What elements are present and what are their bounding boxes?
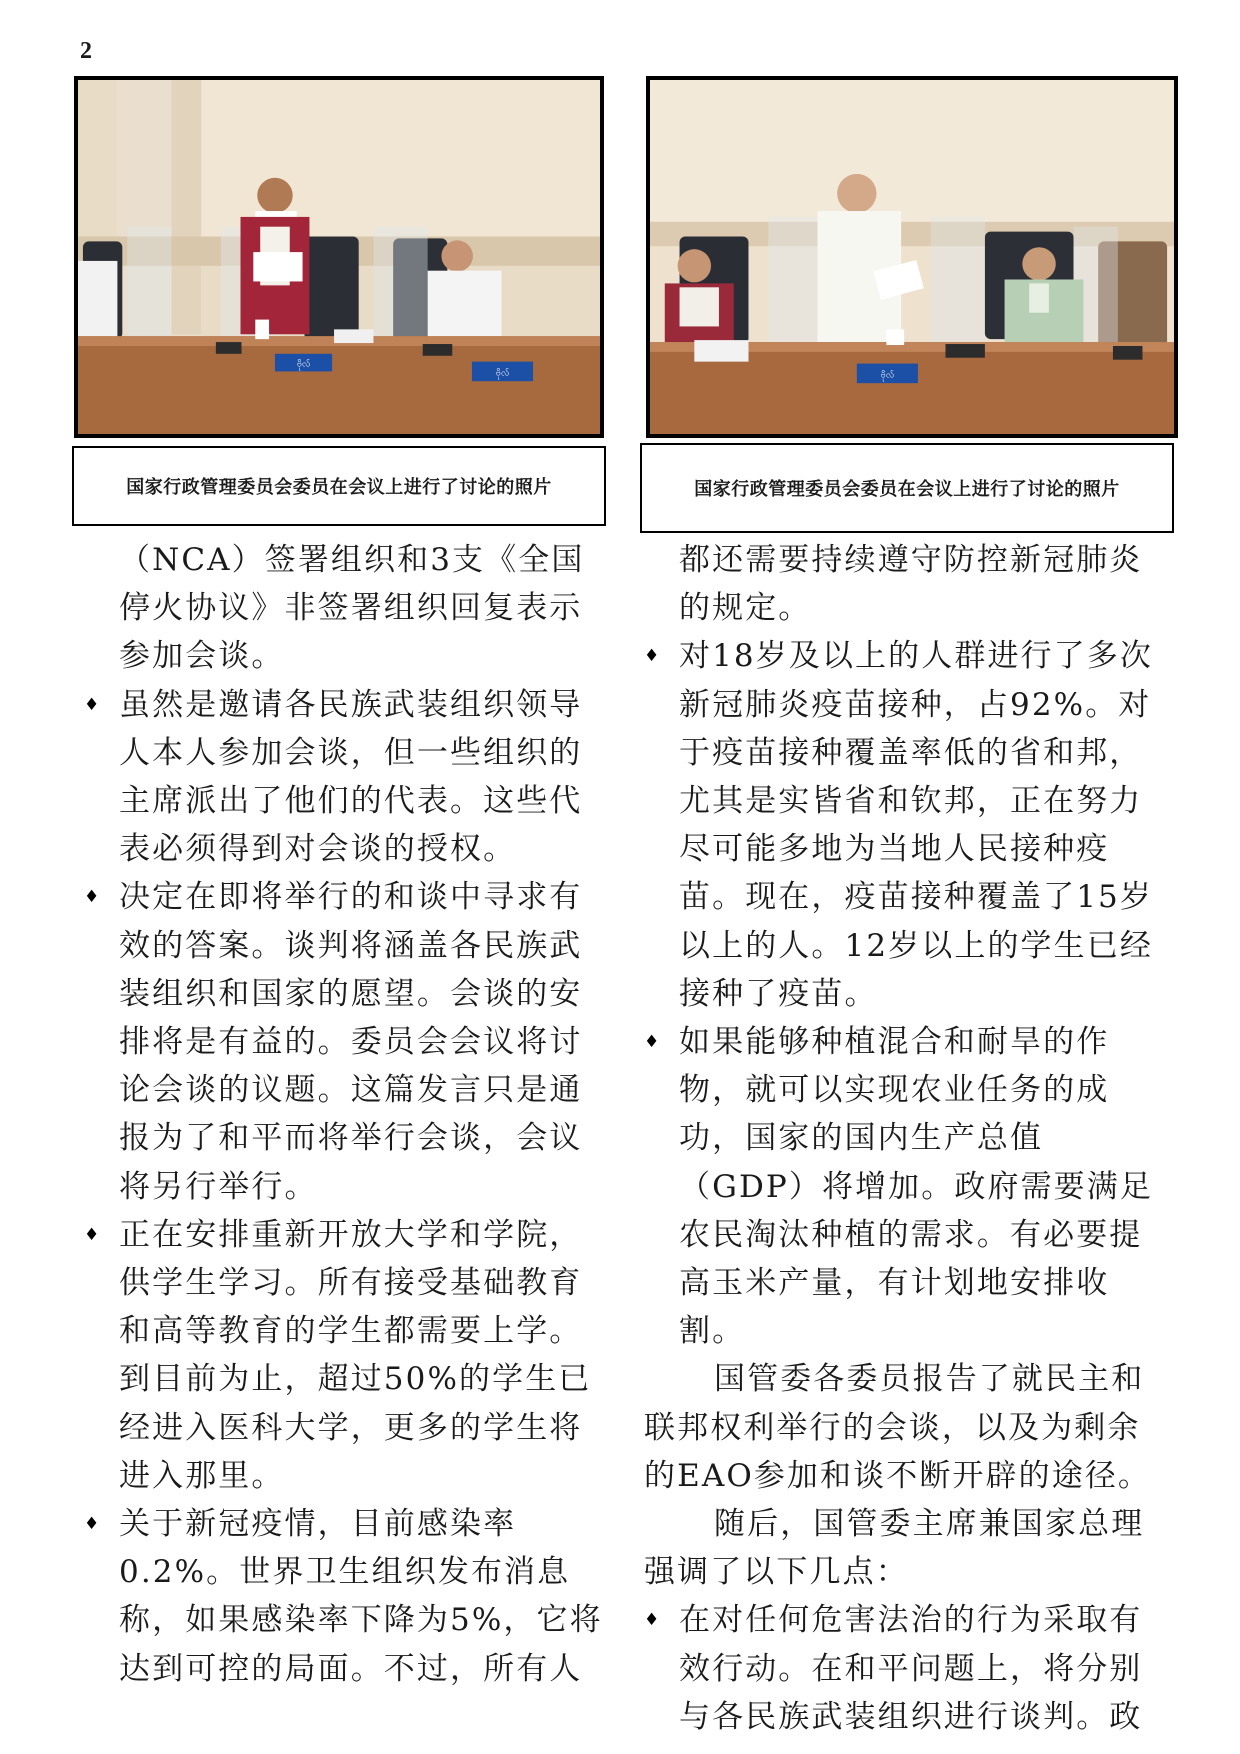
bullet-item [644,1596,1168,1741]
meeting-photo-left [74,76,604,438]
bullet-text: 关于新冠疫情，目前感染率0.2%。世界卫生组织发布消息称，如果感染率下降为5%，它将达到可控的局面。不过，所有人 [119,1506,603,1687]
bullet-item [84,1211,606,1500]
right-text-column [644,536,1168,1741]
photo-caption-right: 国家行政管理委员会委员在会议上进行了讨论的照片 [640,443,1174,533]
bullet-item [644,1018,1168,1355]
bullet-text: 决定在即将举行的和谈中寻求有效的答案。谈判将涵盖各民族武装组织和国家的愿望。会谈的安排将是有益的。委员会会议将讨论会谈的议题。这篇发言只是通报为了和平而将举行会谈，会议将另行举行。 [119,879,583,1205]
page-number: 2 [80,38,92,64]
diamond-bullet-icon: ♦ [84,694,100,715]
left-text-column [84,536,606,1693]
diamond-bullet-icon: ♦ [644,1032,660,1053]
diamond-bullet-icon: ♦ [84,1514,100,1535]
bullet-text: 如果能够种植混合和耐旱的作物，就可以实现农业任务的成功，国家的国内生产总值（GDP）将增加。政府需要满足农民淘汰种植的需求。有必要提高玉米产量，有计划地安排收割。 [679,1024,1153,1350]
bullet-item [644,632,1168,1018]
continued-paragraph: 都还需要持续遵守防控新冠肺炎的规定。 [679,542,1143,627]
meeting-photo-right [646,76,1178,438]
nameplate-label: ဗိုလ် [296,359,311,370]
diamond-bullet-icon: ♦ [84,887,100,908]
bullet-item [84,873,606,1210]
bullet-item [84,1500,606,1693]
bullet-text: 正在安排重新开放大学和学院，供学生学习。所有接受基础教育和高等教育的学生都需要上学。到目前为止，超过50%的学生已经进入医科大学，更多的学生将进入那里。 [119,1216,592,1494]
continued-paragraph: （NCA）签署组织和3支《全国停火协议》非签署组织回复表示参加会谈。 [119,542,585,675]
diamond-bullet-icon: ♦ [644,646,660,667]
bullet-text: 在对任何危害法治的行为采取有效行动。在和平问题上，将分别与各民族武装组织进行谈判。政 [679,1602,1143,1735]
photo-caption-left: 国家行政管理委员会委员在会议上进行了讨论的照片 [72,446,606,526]
bullet-text: 对18岁及以上的人群进行了多次新冠肺炎疫苗接种，占92%。对于疫苗接种覆盖率低的省和邦，尤其是实皆省和钦邦，正在努力尽可能多地为当地人民接种疫苗。现在，疫苗接种覆盖了15岁以上的人。12岁以上的学生已经接种了疫苗。 [679,638,1153,1012]
bullet-text: 虽然是邀请各民族武装组织领导人本人参加会谈，但一些组织的主席派出了他们的代表。这些代表必须得到对会谈的授权。 [119,686,583,868]
bullet-item [84,681,606,874]
diamond-bullet-icon: ♦ [644,1610,660,1631]
nameplate-label: ဗိုလ် [495,368,510,379]
diamond-bullet-icon: ♦ [84,1224,100,1245]
body-paragraph: 随后，国管委主席兼国家总理强调了以下几点： [644,1506,1145,1591]
body-paragraph: 国管委各委员报告了就民主和联邦权利举行的会谈，以及为剩余的EAO参加和谈不断开辟的途径。 [644,1361,1152,1494]
nameplate-label: ဗိုလ် [880,370,895,381]
